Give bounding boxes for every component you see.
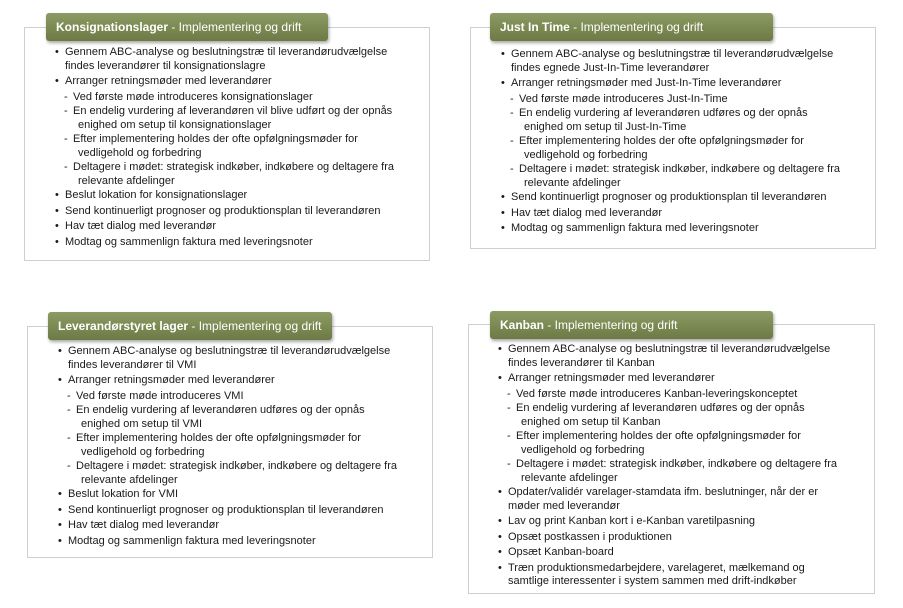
list-item-text: Ved første møde introduceres VMI xyxy=(76,389,244,402)
list-item-text: Send kontinuerligt prognoser og produktionsplan til leverandøren xyxy=(511,191,827,203)
list-item xyxy=(501,191,871,205)
list-item xyxy=(58,488,428,502)
list-item xyxy=(55,205,425,219)
list-item-text: Modtag og sammenlign faktura med leveringsnoter xyxy=(65,235,313,248)
list-item-text: Arranger retningsmøder med leverandører xyxy=(68,374,275,386)
card-title-bold: Konsignationslager xyxy=(56,20,169,34)
list-item-text: Gennem ABC-analyse og beslutningstræ til leverandørudvælgelse xyxy=(511,48,834,60)
card-title-rest: - Implementering og drift xyxy=(544,318,678,332)
list-item-text: Modtag og sammenlign faktura med leveringsnoter xyxy=(511,222,759,234)
card-title-rest: - Implementering og drift xyxy=(569,20,704,34)
sub-list-item xyxy=(58,404,428,431)
list-item-text: Gennem ABC-analyse og beslutningstræ til leverandørudvælgelse xyxy=(68,345,391,357)
card-list-leverandoerstyret-lager xyxy=(58,345,428,550)
list-item-text: Efter implementering holdes der ofte opfølgningsmøder for xyxy=(73,133,358,145)
sub-list-item xyxy=(58,390,428,404)
list-item-text: Deltagere i mødet: strategisk indkøber, indkøbere og deltagere fra xyxy=(519,163,840,175)
card-header-leverandoerstyret-lager xyxy=(48,312,332,340)
list-item-text-continued: vedligehold og forbedring xyxy=(521,443,645,456)
list-item-text-continued: findes leverandører til VMI xyxy=(68,358,197,371)
sub-list-item xyxy=(55,161,425,188)
sub-list-item xyxy=(501,163,871,190)
list-item-text: Hav tæt dialog med leverandør xyxy=(68,519,220,531)
list-item xyxy=(498,343,870,370)
list-item xyxy=(58,535,428,549)
list-item-text-continued: enighed om setup til konsignationslager xyxy=(78,118,272,131)
list-item-text: En endelig vurdering af leverandøren udføres og der opnås xyxy=(516,402,805,414)
sub-list-item xyxy=(501,93,871,107)
list-item-text: En endelig vurdering af leverandøren udføres og der opnås xyxy=(76,404,365,416)
card-header-just-in-time xyxy=(490,13,773,41)
list-item xyxy=(58,374,428,388)
list-item-text: En endelig vurdering af leverandøren vil blive udført og der opnås xyxy=(73,105,393,117)
sub-list-item xyxy=(498,430,870,457)
list-item-text: En endelig vurdering af leverandøren udføres og der opnås xyxy=(519,107,808,119)
list-item-text-continued: enighed om setup til VMI xyxy=(81,417,203,430)
list-item-text: Ved første møde introduceres Just-In-Time xyxy=(519,92,728,105)
sub-list-item xyxy=(501,107,871,134)
list-item xyxy=(55,236,425,250)
sub-list-item xyxy=(498,458,870,485)
list-item-text-continued: vedligehold og forbedring xyxy=(78,146,202,159)
list-item-text-continued: samtlige interessenter i system sammen med drift-indkøber xyxy=(508,575,797,587)
list-item-text: Opsæt Kanban-board xyxy=(508,546,614,558)
list-item-text: Send kontinuerligt prognoser og produktionsplan til leverandøren xyxy=(65,204,381,217)
list-item-text: Arranger retningsmøder med Just-In-Time leverandører xyxy=(511,77,782,89)
list-item-text: Efter implementering holdes der ofte opfølgningsmøder for xyxy=(76,432,361,444)
list-item xyxy=(501,222,871,236)
list-item-text-continued: møder med leverandør xyxy=(508,499,620,512)
list-item xyxy=(58,345,428,372)
list-item xyxy=(55,220,425,234)
list-item xyxy=(501,77,871,91)
sub-list-item xyxy=(58,460,428,487)
list-item xyxy=(498,531,870,545)
list-item-text-continued: relevante afdelinger xyxy=(521,471,618,484)
sub-list-item xyxy=(55,105,425,132)
list-item-text-continued: relevante afdelinger xyxy=(78,174,175,187)
card-header-kanban xyxy=(490,311,773,339)
sub-list-item xyxy=(55,91,425,105)
list-item-text-continued: enighed om setup til Just-In-Time xyxy=(524,120,687,133)
list-item-text: Beslut lokation for konsignationslager xyxy=(65,189,248,201)
list-item-text: Arranger retningsmøder med leverandører xyxy=(65,75,272,87)
list-item-text: Arranger retningsmøder med leverandører xyxy=(508,372,715,384)
list-item-text: Deltagere i mødet: strategisk indkøber, indkøbere og deltagere fra xyxy=(76,460,397,472)
list-item xyxy=(55,189,425,203)
card-list-just-in-time xyxy=(501,48,871,238)
card-header-konsignationslager xyxy=(46,13,328,41)
card-title-bold: Leverandørstyret lager xyxy=(58,319,189,333)
list-item-text-continued: vedligehold og forbedring xyxy=(524,148,648,161)
list-item xyxy=(498,486,870,513)
list-item-text: Deltagere i mødet: strategisk indkøber, indkøbere og deltagere fra xyxy=(516,458,837,470)
list-item-text-continued: enighed om setup til Kanban xyxy=(521,415,661,428)
sub-list-item xyxy=(501,135,871,162)
sub-list-item xyxy=(55,133,425,160)
list-item-text: Hav tæt dialog med leverandør xyxy=(511,206,663,219)
list-item xyxy=(498,546,870,560)
list-item xyxy=(501,48,871,75)
list-item-text-continued: findes egnede Just-In-Time leverandører xyxy=(511,61,710,74)
list-item-text: Deltagere i mødet: strategisk indkøber, indkøbere og deltagere fra xyxy=(73,161,394,173)
sub-list-item xyxy=(498,388,870,402)
list-item-text-continued: vedligehold og forbedring xyxy=(81,445,205,458)
list-item-text: Opdater/validér varelager-stamdata ifm. beslutninger, når der er xyxy=(508,486,818,498)
card-title-rest: - Implementering og drift xyxy=(168,20,302,34)
list-item-text-continued: relevante afdelinger xyxy=(524,176,621,189)
list-item-text-continued: findes leverandører til Kanban xyxy=(508,356,655,369)
list-item-text: Modtag og sammenlign faktura med leveringsnoter xyxy=(68,534,316,547)
list-item xyxy=(55,46,425,73)
sub-list-item xyxy=(498,402,870,429)
list-item-text: Gennem ABC-analyse og beslutningstræ til leverandørudvælgelse xyxy=(65,46,388,58)
list-item-text: Hav tæt dialog med leverandør xyxy=(65,220,217,232)
list-item xyxy=(55,75,425,89)
list-item-text: Opsæt postkassen i produktionen xyxy=(508,530,672,543)
list-item-text: Ved første møde introduceres konsignationslager xyxy=(73,90,313,103)
list-item xyxy=(498,515,870,529)
list-item-text: Beslut lokation for VMI xyxy=(68,488,179,500)
list-item xyxy=(501,207,871,221)
list-item xyxy=(498,372,870,386)
list-item-text: Lav og print Kanban kort i e-Kanban varetilpasning xyxy=(508,515,756,527)
card-title-bold: Kanban xyxy=(500,318,545,332)
list-item-text: Efter implementering holdes der ofte opfølgningsmøder for xyxy=(519,135,804,147)
card-list-konsignationslager xyxy=(55,46,425,251)
card-title-rest: - Implementering og drift xyxy=(188,319,322,333)
list-item xyxy=(58,519,428,533)
list-item-text: Send kontinuerligt prognoser og produktionsplan til leverandøren xyxy=(68,503,384,516)
list-item-text: Ved første møde introduceres Kanban-leveringskonceptet xyxy=(516,387,798,400)
list-item-text-continued: relevante afdelinger xyxy=(81,473,178,486)
list-item-text-continued: findes leverandører til konsignationslagre xyxy=(65,59,266,72)
list-item-text: Gennem ABC-analyse og beslutningstræ til leverandørudvælgelse xyxy=(508,343,831,355)
sub-list-item xyxy=(58,432,428,459)
card-title-bold: Just In Time xyxy=(500,20,570,34)
list-item xyxy=(498,562,870,589)
list-item-text: Efter implementering holdes der ofte opfølgningsmøder for xyxy=(516,430,801,442)
list-item xyxy=(58,504,428,518)
list-item-text: Træn produktionsmedarbejdere, varelageret, mælkemand og xyxy=(508,561,805,574)
card-list-kanban xyxy=(498,343,870,591)
